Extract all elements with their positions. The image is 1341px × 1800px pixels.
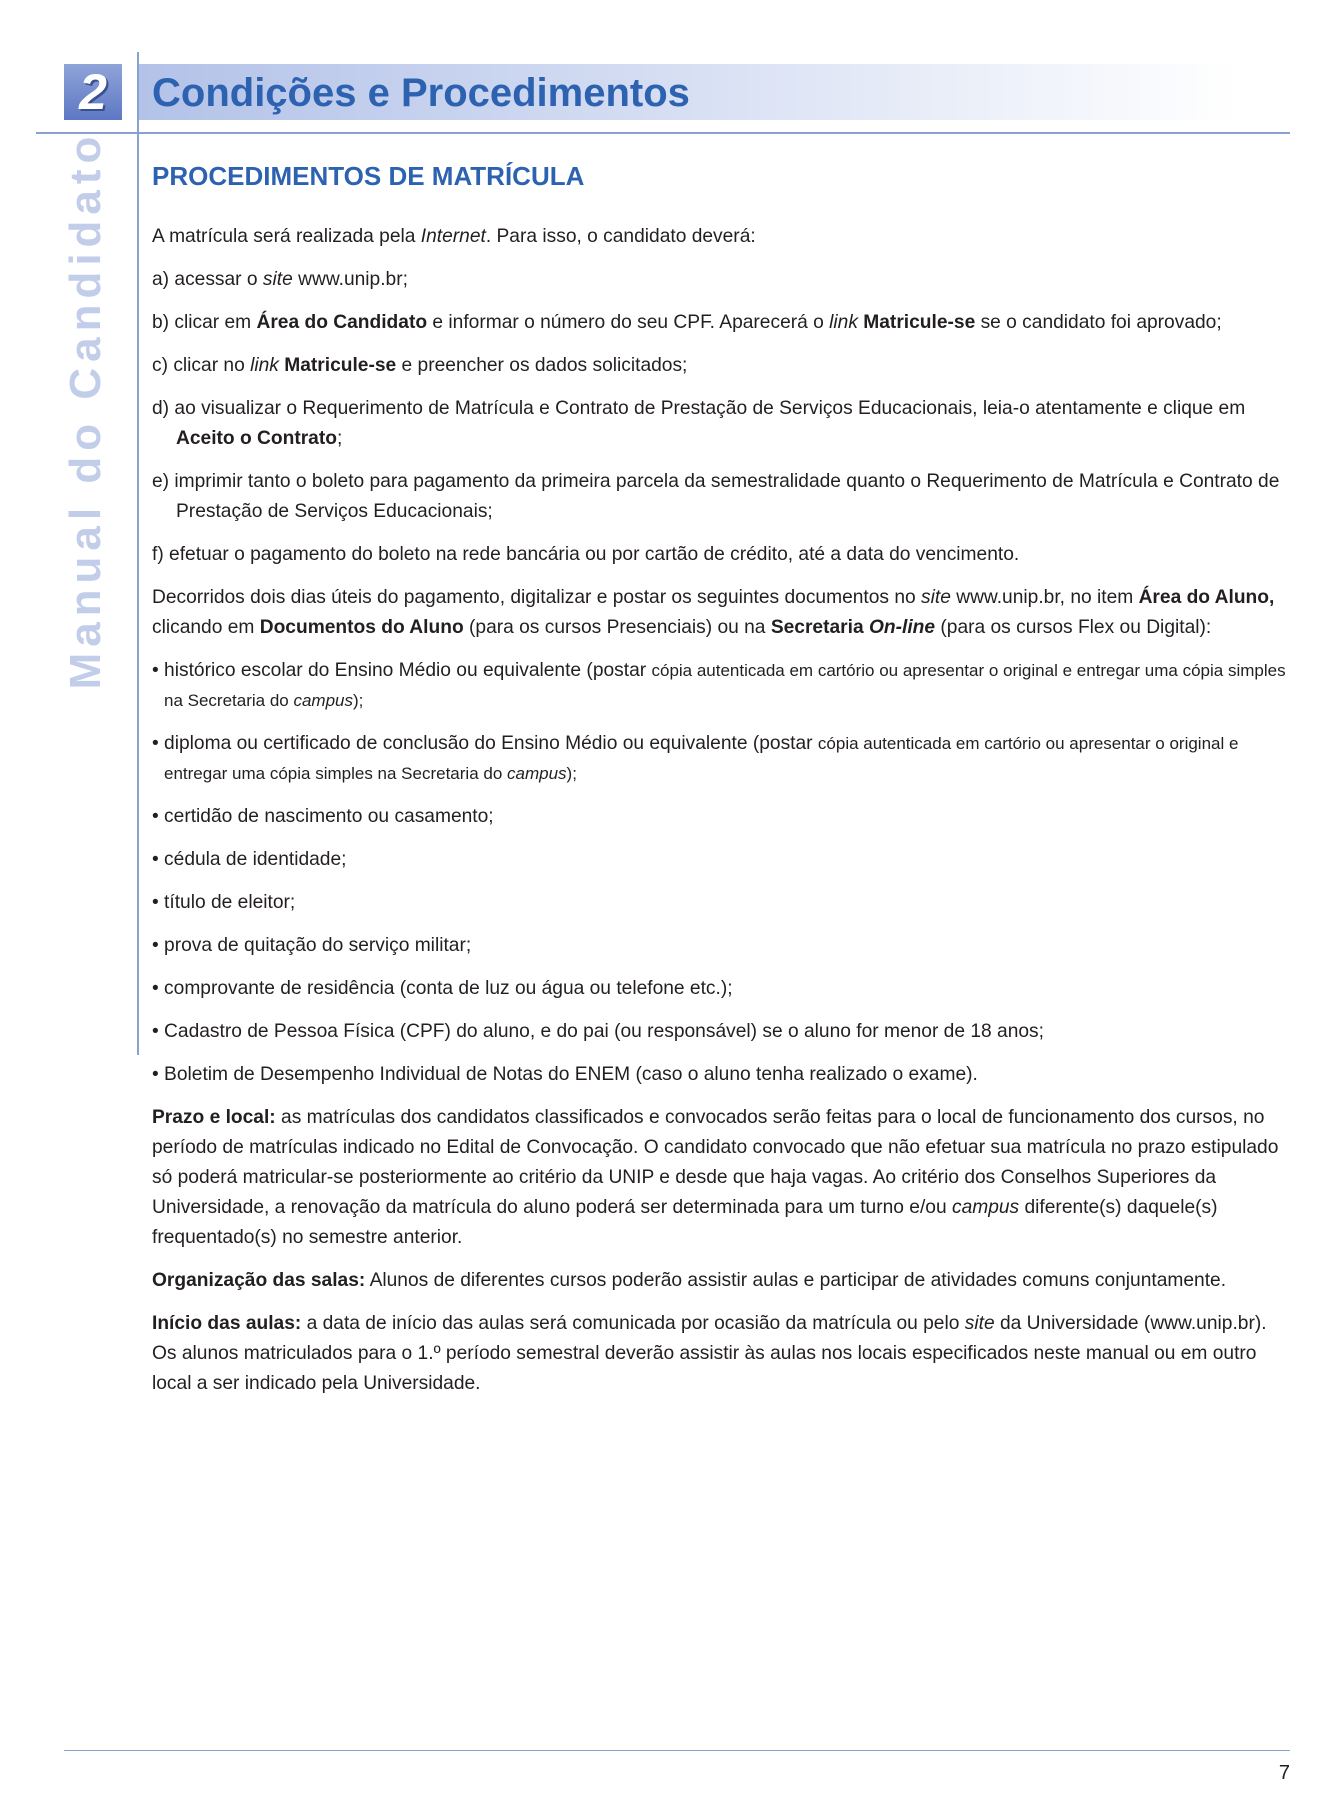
documents-intro-bold-italic-online: On-line [868, 617, 936, 638]
step-c-text-end: e preencher os dados solicitados; [396, 355, 688, 376]
step-a-text: a) acessar o [152, 269, 263, 290]
organizacao-text: Alunos de diferentes cursos poderão assistir aulas e participar de atividades comuns conjuntamente. [365, 1270, 1227, 1291]
footer-divider [64, 1750, 1290, 1751]
list-item-end: ); [566, 764, 577, 783]
step-b-bold-area: Área do Candidato [256, 312, 428, 333]
step-c-text: c) clicar no [152, 355, 251, 376]
documents-intro-text-end: (para os cursos Flex ou Digital): [935, 617, 1212, 638]
step-a-url: www.unip.br; [292, 269, 408, 290]
step-c [152, 351, 1288, 381]
list-item-small-text: cópia autenticada em cartório ou apresentar o original e entregar uma cópia simples na Secretaria do [164, 661, 1286, 710]
list-item-italic: campus [293, 691, 353, 710]
documents-intro-text-4: (para os cursos Presenciais) ou na [463, 617, 771, 638]
step-b-text-end: se o candidato foi aprovado; [975, 312, 1222, 333]
documents-intro-text-2: www.unip.br, no item [950, 587, 1139, 608]
step-a [152, 265, 1288, 295]
intro-text: A matrícula será realizada pela [152, 226, 421, 247]
list-item: • comprovante de residência (conta de luz ou água ou telefone etc.); [152, 978, 733, 999]
intro-text-end: . Para isso, o candidato deverá: [485, 226, 756, 247]
chapter-number: 2 [79, 64, 107, 120]
documents-intro-bold-docs: Documentos do Aluno [259, 617, 464, 638]
step-b-italic-link: link [829, 312, 858, 333]
prazo-label: Prazo e local: [152, 1107, 276, 1128]
list-item: • Boletim de Desempenho Individual de Notas do ENEM (caso o aluno tenha realizado o exame). [152, 1064, 978, 1085]
page-content [152, 158, 1288, 1412]
chapter-badge [64, 64, 122, 120]
list-item: • certidão de nascimento ou casamento; [152, 806, 494, 827]
prazo-text-end: diferente(s) daquele(s) frequentado(s) no semestre anterior. [152, 1197, 1218, 1248]
step-c-italic-link: link [250, 355, 279, 376]
step-d [152, 394, 1288, 454]
step-b-text-2: e informar o número do seu CPF. Aparecerá o [427, 312, 830, 333]
list-item: • cédula de identidade; [152, 849, 347, 870]
page-number: 7 [1278, 1762, 1290, 1784]
step-b [152, 308, 1288, 338]
inicio-text-end: da Universidade (www.unip.br). Os alunos matriculados para o 1.º período semestral deverão assistir às aulas nos locais especificados neste manual ou em outro local a ser indicado pela Universidade. [152, 1313, 1267, 1394]
intro-paragraph [152, 222, 1288, 252]
list-item-text: • diploma ou certificado de conclusão do Ensino Médio ou equivalente (postar [152, 733, 818, 754]
list-item [152, 729, 1288, 789]
step-f-text: f) efetuar o pagamento do boleto na rede bancária ou por cartão de crédito, até a data do vencimento. [152, 544, 1020, 565]
step-f [152, 540, 1288, 570]
step-b-text: b) clicar em [152, 312, 257, 333]
organizacao-label: Organização das salas: [152, 1270, 366, 1291]
documents-intro-bold-area: Área do Aluno, [1138, 587, 1275, 608]
organizacao-paragraph [152, 1266, 1288, 1296]
documents-intro-text: Decorridos dois dias úteis do pagamento, digitalizar e postar os seguintes documentos no [152, 587, 922, 608]
header-divider [36, 132, 1290, 134]
chapter-title: Condições e Procedimentos [152, 71, 690, 115]
section-heading: PROCEDIMENTOS DE MATRÍCULA [152, 161, 585, 191]
prazo-paragraph [152, 1103, 1288, 1253]
documents-intro-italic: site [921, 587, 951, 608]
intro-italic: Internet [420, 226, 486, 247]
step-a-italic: site [262, 269, 293, 290]
step-e-text: e) imprimir tanto o boleto para pagamento da primeira parcela da semestralidade quanto o Requerimento de Matrícula e Contrato de Prestação de Serviços Educacionais; [152, 471, 1280, 522]
step-c-bold-matricule: Matricule-se [284, 355, 397, 376]
step-d-text: d) ao visualizar o Requerimento de Matrícula e Contrato de Prestação de Serviços Educacionais, leia-o atentamente e clique em [152, 398, 1246, 419]
list-item: • título de eleitor; [152, 892, 296, 913]
step-b-bold-matricule: Matricule-se [863, 312, 976, 333]
step-e [152, 467, 1288, 527]
step-d-bold: Aceito o Contrato [176, 428, 337, 449]
inicio-paragraph [152, 1309, 1288, 1399]
side-title: Manual do Candidato [61, 130, 110, 690]
list-item-end: ); [353, 691, 364, 710]
inicio-text: a data de início das aulas será comunicada por ocasião da matrícula ou pelo [301, 1313, 965, 1334]
list-item-small-text: cópia autenticada em cartório ou apresentar o original e entregar uma cópia simples na Secretaria do [164, 734, 1239, 783]
documents-intro-text-3: clicando em [152, 617, 260, 638]
documents-intro [152, 583, 1288, 643]
list-item [152, 656, 1288, 716]
list-item-text: • histórico escolar do Ensino Médio ou equivalente (postar [152, 660, 652, 681]
inicio-label: Início das aulas: [152, 1313, 302, 1334]
inicio-italic: site [964, 1313, 995, 1334]
list-item: • Cadastro de Pessoa Física (CPF) do aluno, e do pai (ou responsável) se o aluno for menor de 18 anos; [152, 1021, 1044, 1042]
list-item-italic: campus [507, 764, 567, 783]
prazo-text: as matrículas dos candidatos classificados e convocados serão feitas para o local de funcionamento dos cursos, no período de matrículas indicado no Edital de Convocação. O candidato convocado que não efetuar sua matrícula no prazo estipulado só poderá matricular-se posteriormente ao critério da UNIP e desde que haja vagas. Ao critério dos Conselhos Superiores da Universidade, a renovação da matrícula do aluno poderá ser determinada para um turno e/ou [152, 1107, 1279, 1218]
step-d-text-end: ; [336, 428, 343, 449]
vertical-divider [137, 52, 139, 1055]
documents-intro-bold-secretaria: Secretaria [770, 617, 869, 638]
list-item: • prova de quitação do serviço militar; [152, 935, 472, 956]
prazo-italic: campus [951, 1197, 1020, 1218]
documents-list [152, 656, 1288, 1090]
